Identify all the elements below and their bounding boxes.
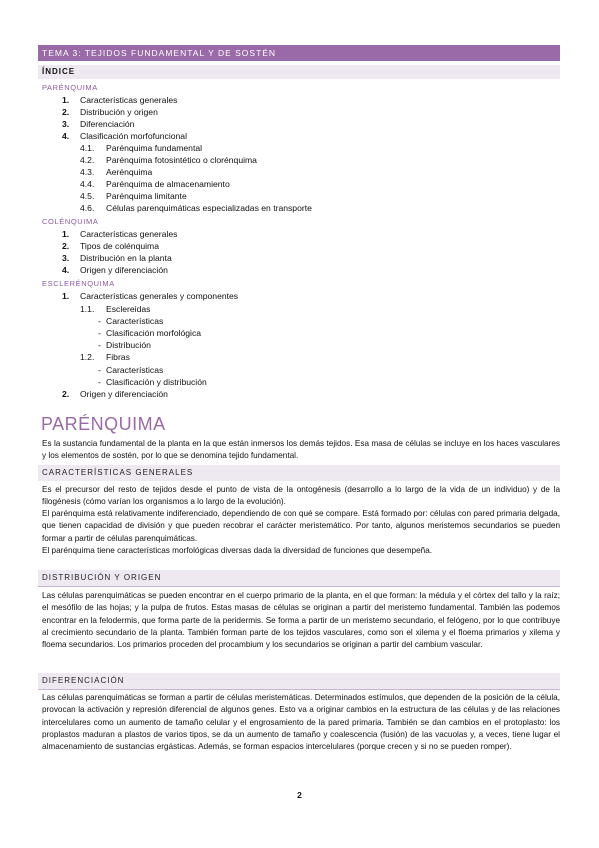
paragraph: El parénquima está relativamente indiferenciado, dependiendo de con qué se compare. Está formado por: células con pared primaria delgada, que tienen capacidad de división y que pueden recobrar el carácter meristemático. Por tanto, algunos meristemos secundarios se pueden formar a partir de células parenquimáticas. [42,509,560,543]
toc-heading-parenquima[interactable]: PARÉNQUIMA [42,83,98,92]
toc-text: Parénquima de almacenamiento [106,179,230,189]
toc-number: 4.3. [80,167,95,177]
toc-subitem[interactable] [80,304,150,314]
toc-subitem[interactable] [80,143,202,153]
toc-text: Características [106,365,164,375]
dash-marker: - [98,316,101,326]
toc-number: 2. [62,389,70,399]
dash-marker: - [98,328,101,338]
page-number: 2 [297,790,302,800]
toc-item[interactable] [62,291,238,301]
chapter-title-bar: TEMA 3: TEJIDOS FUNDAMENTAL Y DE SOSTÉN [38,45,560,61]
toc-text: Parénquima fundamental [106,143,203,153]
toc-bullet-item[interactable] [98,328,201,338]
toc-bullet-item[interactable] [98,365,163,375]
paragraph: Las células parenquimáticas se pueden encontrar en el cuerpo primario de la planta, en el que forman: la médula y el córtex del tallo y la raíz; el mesófilo de las hojas; y la pulpa de frutos. Estas masas de células se originan a partir del meristemo fundamental. También las podemos encontrar en la felodermis, que forma parte de la peridermis. Se forma a partir de un meristemo secundario, el felógeno, por lo que contribuye al crecimiento secundario de la planta. También forman parte de los tejidos vasculares, como son el xilema y el floema primarios y xilema y floema secundarios. Los primarios proceden del procambium y los secundarios se originan a partir del cambium vascular. [42,591,560,650]
toc-number: 1. [62,291,70,301]
toc-item[interactable] [62,265,168,275]
toc-text: Características [106,316,164,326]
index-heading: ÍNDICE [38,65,560,79]
toc-number: 4.1. [80,143,95,153]
section-heading: DIFERENCIACIÓN [38,673,560,689]
toc-number: 4. [62,131,70,141]
toc-text: Parénquima fotosintético o clorénquima [106,155,257,165]
toc-bullet-item[interactable] [98,377,207,387]
toc-number: 1. [62,229,70,239]
toc-number: 3. [62,253,70,263]
toc-text: Origen y diferenciación [80,389,168,399]
paragraph: Es el precursor del resto de tejidos desde el punto de vista de la ontogénesis (desarrollo a lo largo de la vida de un individuo) y de la filogénesis (cómo varían los organismos a lo largo de la evolución). [42,485,560,507]
section-heading: CARACTERÍSTICAS GENERALES [38,465,560,481]
toc-number: 4.2. [80,155,95,165]
intro-paragraph: Es la sustancia fundamental de la planta en la que están inmersos los demás tejidos. Esa masa de células se incluye en los haces vasculares y los elementos de sostén, por lo que se denomina tejido fundamental. [42,439,560,461]
dash-marker: - [98,340,101,350]
toc-number: 1.1. [80,304,95,314]
toc-item[interactable] [62,107,158,117]
toc-text: Distribución [106,340,151,350]
toc-number: 4.6. [80,203,95,213]
toc-text: Esclereidas [106,304,151,314]
toc-number: 4. [62,265,70,275]
toc-bullet-item[interactable] [98,316,163,326]
toc-text: Características generales [80,95,178,105]
toc-item[interactable] [62,131,187,141]
toc-item[interactable] [62,241,159,251]
toc-item[interactable] [62,95,177,105]
toc-item[interactable] [62,229,177,239]
toc-text: Distribución y origen [80,107,158,117]
toc-subitem[interactable] [80,179,230,189]
toc-text: Parénquima limitante [106,191,187,201]
toc-subitem[interactable] [80,203,312,213]
toc-text: Características generales [80,229,178,239]
toc-number: 1.2. [80,352,95,362]
toc-number: 4.4. [80,179,95,189]
paragraph: El parénquima tiene características morfológicas diversas dada la diversidad de funciones que desempeña. [42,546,433,555]
toc-text: Clasificación y distribución [106,377,207,387]
dash-marker: - [98,365,101,375]
toc-heading-colenquima[interactable]: COLÉNQUIMA [42,217,99,226]
toc-subitem[interactable] [80,352,130,362]
toc-number: 2. [62,241,70,251]
toc-text: Origen y diferenciación [80,265,168,275]
toc-text: Fibras [106,352,130,362]
toc-text: Distribución en la planta [80,253,172,263]
paragraph: Las células parenquimáticas se forman a partir de células meristemáticas. Determinados estímulos, que dependen de la posición de la célula, provocan la activación y represión diferencial de algunos genes. Esto va a originar cambios en la estructura de las células y de las relaciones intercelulares como un aumento de tamaño celular y el engrosamiento de la pared primaria. También se dan cambios en el protoplasto: los proplastos maduran a plastos de varios tipos, se da un aumento de tamaño y coalescencia (fusión) de las vacuolas y, a veces, tiene lugar el almacenamiento de sustancias ergásticas. Además, se forman espacios intercelulares (porque crecen y si no se pueden romper). [42,693,560,752]
toc-heading-esclerenquima[interactable]: ESCLERÉNQUIMA [42,279,115,288]
toc-text: Características generales y componentes [80,291,239,301]
toc-subitem[interactable] [80,167,152,177]
toc-item[interactable] [62,119,134,129]
toc-subitem[interactable] [80,155,257,165]
section-heading: DISTRIBUCIÓN Y ORIGEN [38,570,560,586]
toc-item[interactable] [62,389,168,399]
dash-marker: - [98,377,101,387]
toc-number: 1. [62,95,70,105]
section-divider [38,586,560,587]
toc-text: Células parenquimáticas especializadas en transporte [106,203,312,213]
toc-item[interactable] [62,253,172,263]
toc-number: 4.5. [80,191,95,201]
toc-text: Tipos de colénquima [80,241,159,251]
toc-number: 2. [62,107,70,117]
section-divider [38,689,560,690]
toc-subitem[interactable] [80,191,187,201]
toc-text: Clasificación morfológica [106,328,202,338]
toc-bullet-item[interactable] [98,340,151,350]
toc-text: Diferenciación [80,119,135,129]
toc-text: Aerénquima [106,167,153,177]
toc-number: 3. [62,119,70,129]
toc-text: Clasificación morfofuncional [80,131,187,141]
section-title: PARÉNQUIMA [41,414,166,434]
